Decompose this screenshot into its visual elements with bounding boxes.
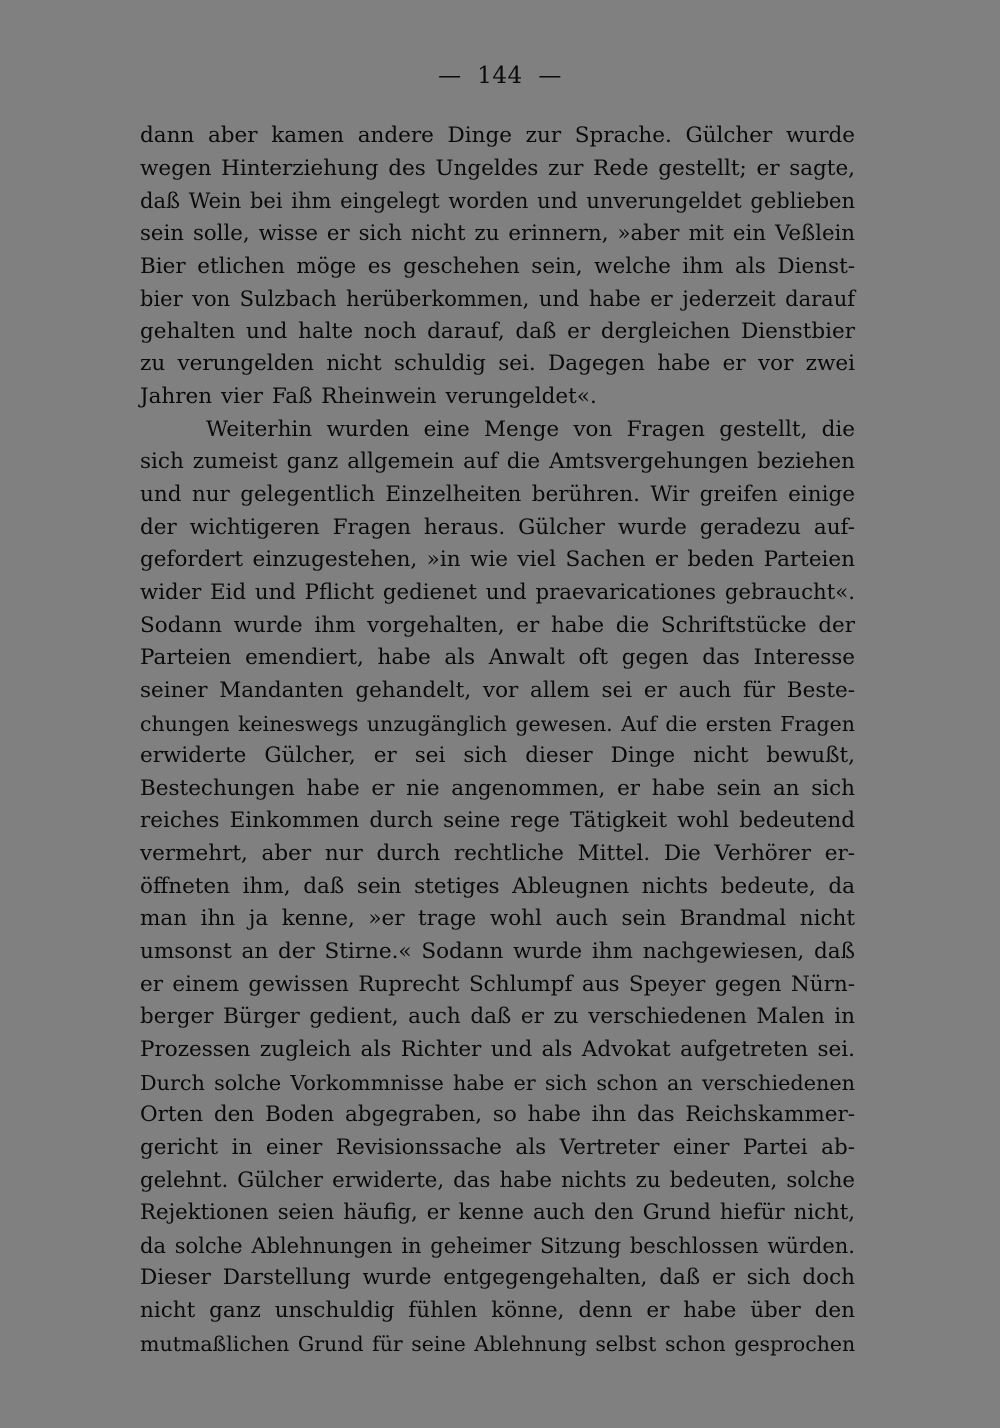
text-line: erwiderte Gülcher, er sei sich dieser Dinge nicht bewußt, [140, 743, 855, 769]
text-line: Sodann wurde ihm vorgehalten, er habe die Schriftstücke der [140, 612, 855, 638]
text-line: dann aber kamen andere Dinge zur Sprache. Gülcher wurde [140, 123, 855, 148]
text-line: daß Wein bei ihm eingelegt worden und unverungeldet geblieben [140, 189, 855, 214]
text-line: Prozessen zugleich als Richter und als Advokat aufgetreten sei. [140, 1036, 855, 1062]
text-line: der wichtigeren Fragen heraus. Gülcher wurde geradezu auf- [140, 514, 855, 540]
text-line: reiches Einkommen durch seine rege Tätigkeit wohl bedeutend [140, 808, 855, 834]
text-line: vermehrt, aber nur durch rechtliche Mittel. Die Verhörer er- [140, 841, 855, 867]
text-line: da solche Ablehnungen in geheimer Sitzung beschlossen würden. [140, 1233, 855, 1258]
text-line: bier von Sulzbach herüberkommen, und habe er jederzeit darauf [140, 287, 855, 312]
text-line: zu verungelden nicht schuldig sei. Dagegen habe er vor zwei [140, 351, 855, 377]
text-line: sein solle, wisse er sich nicht zu erinnern, »aber mit ein Veßlein [140, 220, 855, 246]
text-line: Bestechungen habe er nie angenommen, er habe sein an sich [140, 775, 855, 801]
text-line: gelehnt. Gülcher erwiderte, das habe nichts zu bedeuten, solche [140, 1167, 855, 1193]
text-line: Orten den Boden abgegraben, so habe ihn das Reichskammer- [140, 1102, 855, 1128]
text-line: umsonst an der Stirne.« Sodann wurde ihm nachgewiesen, daß [140, 939, 855, 965]
text-line: und nur gelegentlich Einzelheiten berühren. Wir greifen einige [140, 482, 855, 508]
text-line: gehalten und halte noch darauf, daß er dergleichen Dienstbier [140, 318, 855, 344]
text-line: Dieser Darstellung wurde entgegengehalten, daß er sich doch [140, 1265, 855, 1291]
text-line: chungen keineswegs unzugänglich gewesen. Auf die ersten Fragen [140, 711, 855, 736]
text-line: wegen Hinterziehung des Ungeldes zur Rede gestellt; er sagte, [140, 155, 855, 181]
text-line: man ihn ja kenne, »er trage wohl auch sein Brandmal nicht [140, 906, 855, 932]
text-line: gericht in einer Revisionssache als Vertreter einer Partei ab- [140, 1134, 855, 1160]
body-text [140, 120, 855, 1360]
text-line: Bier etlichen möge es geschehen sein, welche ihm als Dienst- [140, 253, 855, 279]
text-line: wider Eid und Pflicht gedienet und praevaricationes gebraucht«. [140, 579, 855, 605]
text-line: seiner Mandanten gehandelt, vor allem sei er auch für Beste- [140, 677, 855, 703]
text-line: Rejektionen seien häufig, er kenne auch den Grund hiefür nicht, [140, 1200, 855, 1226]
text-line: Jahren vier Faß Rheinwein verungeldet«. [140, 384, 597, 410]
text-line: Parteien emendiert, habe als Anwalt oft gegen das Interesse [140, 645, 855, 671]
page-number: — 144 — [438, 63, 562, 89]
text-line: berger Bürger gedient, auch daß er zu verschiedenen Malen in [140, 1004, 855, 1030]
text-line: sich zumeist ganz allgemein auf die Amtsvergehungen beziehen [140, 449, 855, 475]
text-line: Durch solche Vorkommnisse habe er sich schon an verschiedenen [140, 1070, 855, 1095]
text-line: öffneten ihm, daß sein stetiges Ableugnen nichts bedeute, da [140, 873, 855, 899]
text-line: nicht ganz unschuldig fühlen könne, denn er habe über den [140, 1298, 855, 1324]
text-line: mutmaßlichen Grund für seine Ablehnung selbst schon gesprochen [140, 1331, 856, 1356]
text-line: gefordert einzugestehen, »in wie viel Sachen er beden Parteien [140, 547, 855, 573]
text-line: er einem gewissen Ruprecht Schlumpf aus Speyer gegen Nürn- [140, 971, 855, 997]
paragraph-first-line: Weiterhin wurden eine Menge von Fragen gestellt, die [206, 416, 855, 442]
